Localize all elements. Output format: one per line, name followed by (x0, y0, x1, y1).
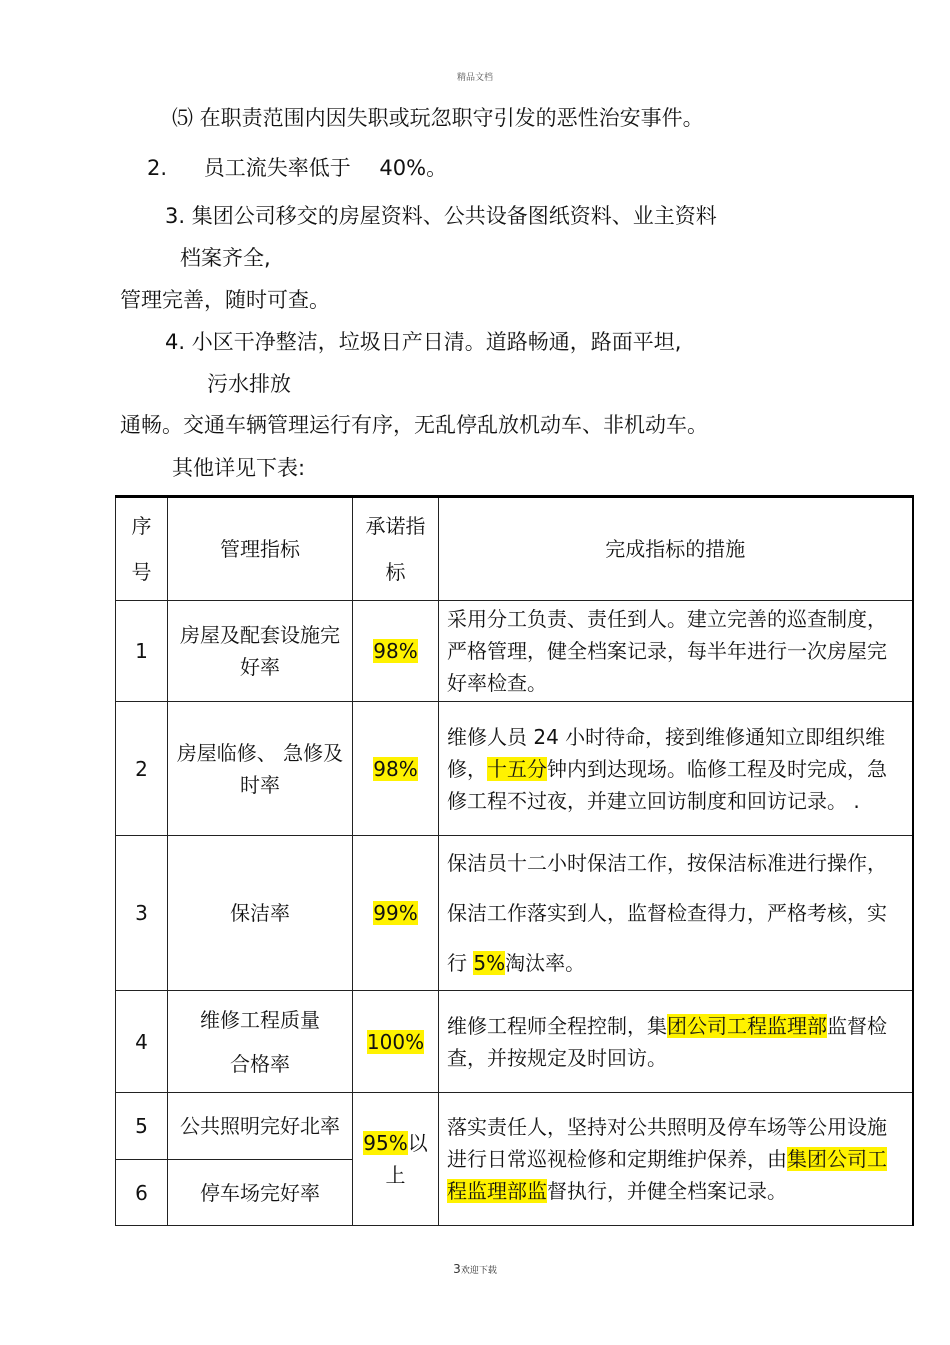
row-seq: 1 (116, 601, 168, 702)
row-measures: 维修工程师全程控制，集团公司工程监理部监督检查，并按规定及时回访。 (439, 991, 913, 1093)
row-seq: 3 (116, 836, 168, 991)
header-indicator: 管理指标 (168, 497, 353, 601)
table-intro: 其他详见下表: (172, 456, 306, 480)
page-number: 3 (453, 1262, 461, 1276)
row-seq: 5 (116, 1093, 168, 1160)
page-header: 精品文档 (456, 73, 493, 83)
row-measures: 维修人员 24 小时待命，接到维修通知立即组织维修，十五分钟内到达现场。临修工程及时完成，急修工程不过夜，并建立回访制度和回访记录。 . (439, 702, 913, 836)
table-row (116, 1093, 913, 1160)
row-measures: 落实责任人，坚持对公共照明及停车场等公用设施进行日常巡视检修和定期维护保养，由集团公司工程监理部监督执行，并健全档案记录。 (439, 1093, 913, 1226)
table-row (116, 836, 913, 991)
table-row (116, 991, 913, 1093)
row-indicator: 维修工程质量 合格率 (168, 991, 353, 1093)
paragraph-item-2 (147, 153, 447, 183)
item-value: 40%。 (379, 156, 448, 180)
header-measures: 完成指标的措施 (439, 497, 913, 601)
row-measures: 保洁员十二小时保洁工作，按保洁标准进行操作，保洁工作落实到人，监督检查得力，严格考核，实行 5%淘汰率。 (439, 836, 913, 991)
row-commitment: 95%以上 (353, 1093, 439, 1226)
header-commitment: 承诺指 标 (353, 497, 439, 601)
table-header-row (116, 497, 913, 601)
row-indicator: 房屋临修、 急修及时率 (168, 702, 353, 836)
paragraph-item-3-line-1: 3. 集团公司移交的房屋资料、公共设备图纸资料、业主资料 (165, 204, 717, 228)
paragraph-item-4-line-2: 污水排放 (207, 372, 291, 396)
row-commitment: 99% (353, 836, 439, 991)
row-commitment: 100% (353, 991, 439, 1093)
table-row (116, 601, 913, 702)
paragraph-item-4-line-3: 通畅。交通车辆管理运行有序，无乱停乱放机动车、非机动车。 (120, 413, 708, 437)
row-seq: 6 (116, 1160, 168, 1226)
row-indicator: 保洁率 (168, 836, 353, 991)
paragraph-item-3-line-3: 管理完善，随时可查。 (120, 288, 330, 312)
item-number: 2. (147, 156, 168, 180)
row-commitment: 98% (353, 702, 439, 836)
row-indicator: 公共照明完好北率 (168, 1093, 353, 1160)
kpi-table (115, 495, 914, 1226)
item-text: 员工流失率低于 (203, 156, 351, 180)
footer-text: 欢迎下载 (460, 1266, 497, 1276)
paragraph-item-5: ⑸ 在职责范围内因失职或玩忽职守引发的恶性治安事件。 (172, 106, 704, 130)
page-footer (0, 1262, 950, 1276)
row-indicator: 房屋及配套设施完好率 (168, 601, 353, 702)
header-seq: 序 号 (116, 497, 168, 601)
row-seq: 2 (116, 702, 168, 836)
paragraph-item-3-line-2: 档案齐全, (180, 246, 271, 270)
row-commitment: 98% (353, 601, 439, 702)
row-measures: 采用分工负责、责任到人。建立完善的巡查制度，严格管理，健全档案记录，每半年进行一次房屋完好率检查。 (439, 601, 913, 702)
table-row (116, 702, 913, 836)
paragraph-item-4-line-1: 4. 小区干净整洁，垃圾日产日清。道路畅通，路面平坦, (165, 330, 682, 354)
row-seq: 4 (116, 991, 168, 1093)
row-indicator: 停车场完好率 (168, 1160, 353, 1226)
